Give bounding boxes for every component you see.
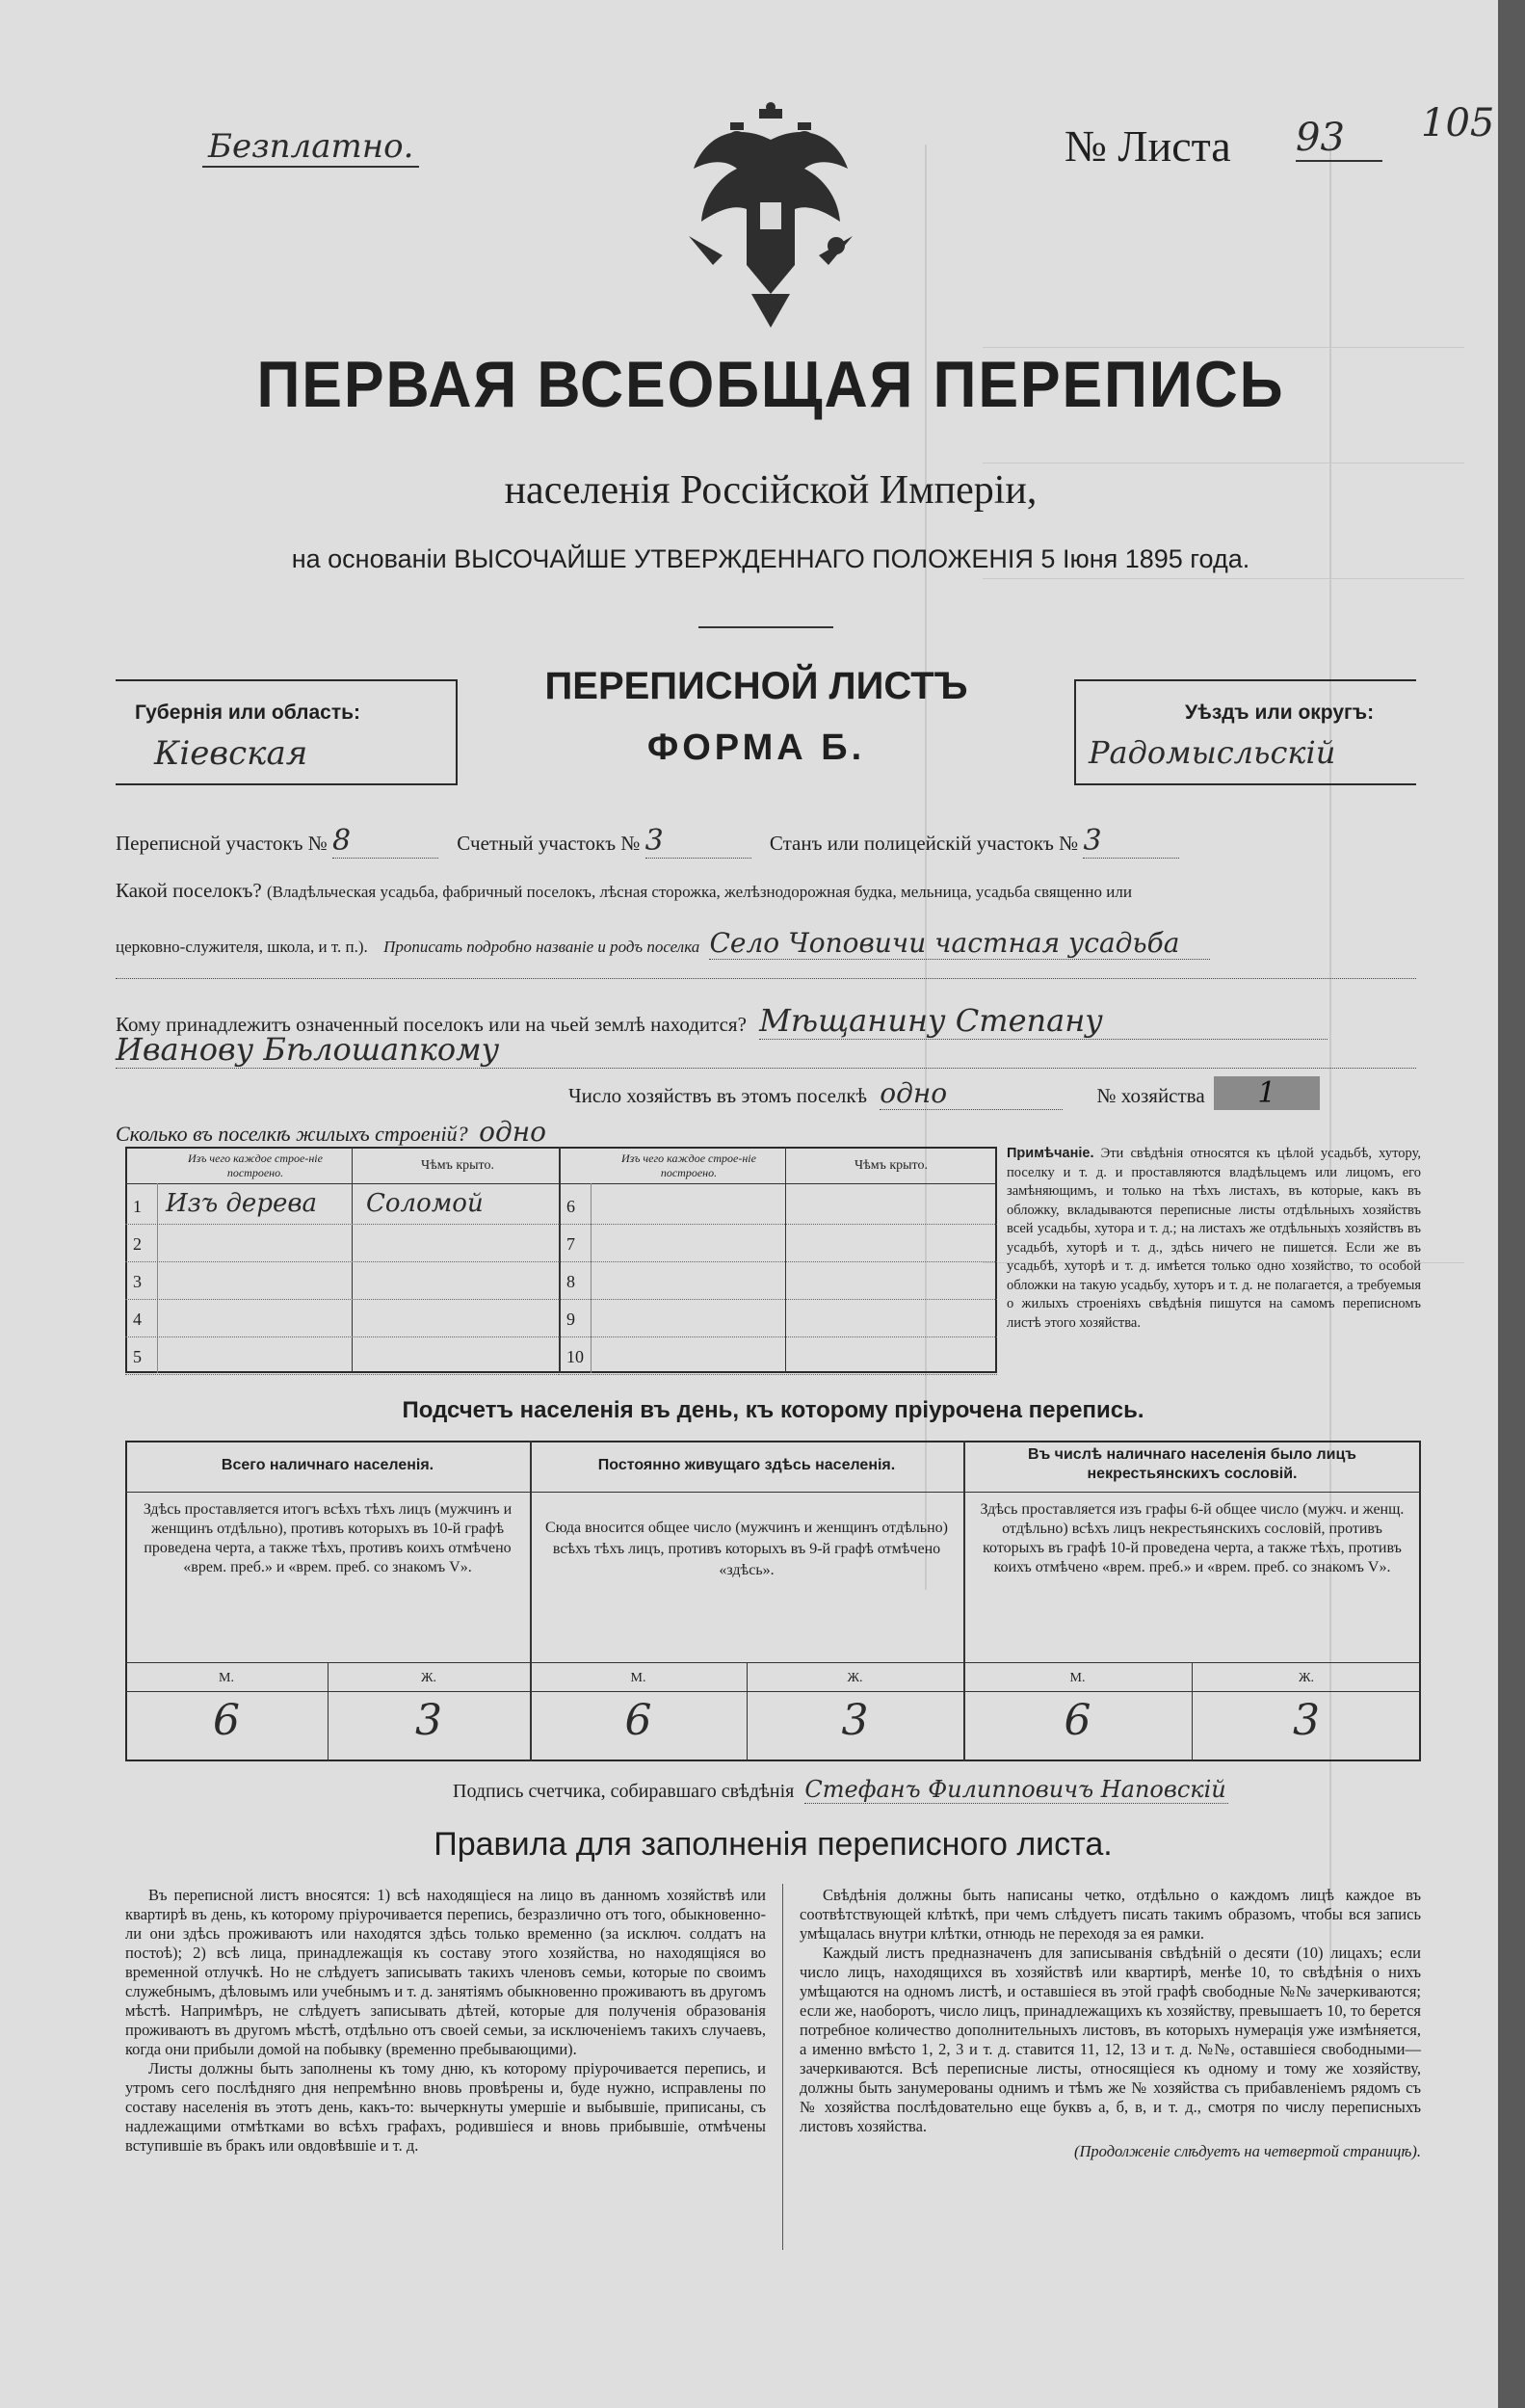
col-roof-header: Чѣмъ крыто. <box>421 1158 494 1173</box>
count-value: 3 <box>1293 1696 1320 1745</box>
table-row <box>559 1225 997 1262</box>
households-label: Число хозяйствъ въ этомъ поселкѣ <box>568 1084 867 1107</box>
row-number: 1 <box>133 1197 142 1216</box>
settlement-line <box>116 879 1416 903</box>
uezd-label: Уѣздъ или округъ: <box>1185 701 1375 724</box>
sheet-title: ПЕРЕПИСНОЙ ЛИСТЪ <box>544 665 968 707</box>
m-label: М. <box>1069 1671 1086 1685</box>
settlement-instruction: Прописать подробно названіе и родъ поселка <box>383 938 700 956</box>
table-row <box>125 1300 559 1337</box>
roof-cell: Соломой <box>366 1189 484 1218</box>
rules-divider <box>782 1884 783 2250</box>
bleed-line <box>983 578 1464 579</box>
gubernia-label: Губернія или область: <box>135 701 361 724</box>
uezd-value: Радомысльскій <box>1089 734 1336 771</box>
count-value: 6 <box>213 1696 240 1745</box>
table-divider <box>125 1662 1421 1663</box>
district-line <box>116 824 1416 859</box>
table-row <box>125 1225 559 1262</box>
rules-right <box>800 1886 1421 2161</box>
household-no-label: № хозяйства <box>1096 1084 1205 1107</box>
legal-basis: на основаніи ВЫСОЧАЙШЕ УТВЕРЖДЕННАГО ПОЛОЖЕНІЯ 5 Іюня 1895 года. <box>291 544 1250 573</box>
buildings-rows-left <box>125 1187 559 1375</box>
owner-value-2: Иванову Бѣлошапкому <box>116 1031 1416 1069</box>
count-value: 6 <box>1064 1696 1091 1745</box>
divider <box>698 626 833 628</box>
note-block <box>1007 1145 1421 1333</box>
buildings-line <box>116 1116 652 1149</box>
col-material-header: Изъ чего каждое строе-ніе построено. <box>188 1151 323 1179</box>
signature-label: Подпись счетчика, собиравшаго свѣдѣнія <box>453 1781 795 1802</box>
census-district-value: 8 <box>332 824 438 859</box>
m-label: М. <box>219 1671 234 1685</box>
settlement-dotted-line <box>116 978 1416 979</box>
rules-paragraph: Въ переписной листъ вносятся: 1) всѣ находящіеся на лицо въ данномъ хозяйствѣ или квартирѣ въ день, къ которому пріурочивается перепись, безразлично отъ того, обыкновенно-ли они здѣсь проживаютъ или находятся здѣсь только временно (за исключ. солдатъ на постоѣ); 2) всѣ лица, принадлежащія къ составу этого хозяйства, но находящіяся во временной отлучкѣ. Но не слѣдуетъ записывать такихъ членовъ семьи, которые по своимъ служебнымъ, дѣловымъ или учебнымъ и т. д. занятіямъ обыкновенно проживаютъ въ другомъ мѣстѣ. Напримѣръ, не слѣдуетъ записывать дѣтей, которые для полученія образованія проживаютъ въ другомъ мѣстѣ, отдѣльно отъ своей семьи, за исключеніемъ такихъ случаевъ, когда они прибыли домой на побывку (временно пребывающими). <box>125 1886 766 2058</box>
m-label: М. <box>630 1671 646 1685</box>
table-divider <box>125 1691 1421 1692</box>
settlement-line-2 <box>116 927 1416 960</box>
table-row <box>559 1337 997 1375</box>
sheet-number-label: № Листа <box>1065 121 1231 171</box>
continuation-note: (Продолженіе слѣдуетъ на четвертой страницѣ). <box>1074 2142 1421 2160</box>
form-name: ФОРМА Б. <box>646 728 866 768</box>
f-label: Ж. <box>847 1671 863 1685</box>
rules-title: Правила для заполненія переписного листа. <box>434 1826 1113 1863</box>
signature-line <box>453 1776 1228 1804</box>
signature-value: Стефанъ Филипповичъ Наповскій <box>804 1776 1228 1804</box>
count-title: Подсчетъ населенія въ день, къ которому пріурочена перепись. <box>402 1397 1144 1423</box>
page-title: ПЕРВАЯ ВСЕОБЩАЯ ПЕРЕПИСЬ <box>256 348 1285 421</box>
row-number: 9 <box>566 1310 575 1329</box>
table-divider <box>125 1183 997 1184</box>
buildings-rows-right <box>559 1187 997 1375</box>
table-row <box>125 1187 559 1225</box>
census-district-label: Переписной участокъ № <box>116 832 328 855</box>
count-district-value: 3 <box>645 824 751 859</box>
free-label: Безплатно. <box>202 127 419 168</box>
gubernia-value: Кіевская <box>154 734 308 773</box>
row-number: 5 <box>133 1347 142 1366</box>
table-divider <box>125 1492 1421 1493</box>
row-number: 4 <box>133 1310 142 1329</box>
table-row <box>125 1337 559 1375</box>
settlement-value: Село Чоповичи частная усадьба <box>709 927 1210 960</box>
note-text: Эти свѣдѣнія относятся къ цѣлой усадьбѣ, хутору, поселку и т. д. и проставляются владѣльцемъ или лицомъ, его замѣняющимъ, и только на тѣхъ листахъ, въ которые, какъ въ обложку, вкладываются переписные листы отдѣльныхъ хозяйствъ всей усадьбы, хутора и т. д.; на листахъ же отдѣльныхъ хозяйствъ въ усадьбѣ, хуторѣ и т. д., здѣсь ничего не пишется. Если же въ усадьбѣ, хуторѣ и т. д. имѣется только одно хозяйство, то особой обложки на такую усадьбу, хуторъ и т. д. не полагается, а требуемыя о жилыхъ строеніяхъ свѣдѣнія пишутся на самомъ переписномъ листѣ этого хозяйства. <box>1007 1146 1421 1331</box>
col-material-header-right: Изъ чего каждое строе-ніе построено. <box>621 1151 756 1179</box>
row-number: 6 <box>566 1197 575 1216</box>
table-row <box>125 1262 559 1300</box>
count-col3-text: Здѣсь проставляется изъ графы 6-й общее число (мужч. и женщ. отдѣльно) всѣхъ лицъ некрестьянскихъ сословій, противъ которыхъ въ графѣ 10-й проведена черта, а также тѣхъ, противъ коихъ отмѣчено «врем. преб.» и «врем. преб. со знакомъ V». <box>980 1501 1405 1575</box>
stan-label: Станъ или полицейскій участокъ № <box>769 832 1079 855</box>
count-col1-text: Здѣсь проставляется итогъ всѣхъ тѣхъ лицъ (мужчинъ и женщинъ отдѣльно), противъ которыхъ въ 10-й графѣ проведена черта, а также тѣхъ, противъ коихъ отмѣчено «врем. преб.» и «врем. преб. со знакомъ V». <box>143 1501 513 1575</box>
f-label: Ж. <box>420 1671 437 1685</box>
owner-value-1: Мѣщанину Степану <box>759 1002 1328 1040</box>
rules-paragraph: Свѣдѣнія должны быть написаны четко, отдѣльно о каждомъ лицѣ каждое въ соотвѣтствующей клѣткѣ, при чемъ слѣдуетъ писать такимъ образомъ, чтобы вся запись умѣщалась внутри клѣтки, отнюдь не переходя за ея рамки. <box>800 1886 1421 1943</box>
buildings-label: Сколько въ поселкѣ жилыхъ строеній? <box>116 1122 468 1146</box>
owner-label: Кому принадлежитъ означенный поселокъ или на чьей землѣ находится? <box>116 1013 747 1036</box>
row-number: 8 <box>566 1272 575 1291</box>
col-roof-header-right: Чѣмъ крыто. <box>855 1158 928 1173</box>
double-headed-eagle-emblem <box>665 101 877 342</box>
table-row <box>559 1262 997 1300</box>
note-label: Примѣчаніе. <box>1007 1146 1094 1161</box>
row-number: 2 <box>133 1234 142 1254</box>
stan-value: 3 <box>1083 824 1179 859</box>
count-value: 3 <box>415 1696 442 1745</box>
material-cell: Изъ дерева <box>166 1189 317 1218</box>
household-no-value: 1 <box>1214 1076 1320 1110</box>
table-row <box>559 1300 997 1337</box>
row-number: 3 <box>133 1272 142 1291</box>
count-value: 3 <box>841 1696 869 1745</box>
settlement-hint: (Владѣльческая усадьба, фабричный поселокъ, лѣсная сторожка, желѣзнодорожная будка, мельница, усадьба священно или <box>266 883 1132 901</box>
count-district-label: Счетный участокъ № <box>457 832 641 855</box>
sheet-number-value: 93 <box>1296 116 1382 162</box>
count-col2-text: Сюда вносится общее число (мужчинъ и женщинъ отдѣльно) всѣхъ тѣхъ лицъ, противъ которыхъ въ 9-й графѣ отмѣчено «здѣсь». <box>545 1520 948 1578</box>
table-row <box>559 1187 997 1225</box>
corner-archive-number: 105 <box>1421 101 1495 146</box>
households-line <box>116 1076 1416 1110</box>
rules-paragraph: Каждый листъ предназначенъ для записыванія свѣдѣній о десяти (10) лицахъ; если число лицъ, находящихся въ хозяйствѣ или квартирѣ, менѣе 10, то свѣдѣнія о нихъ умѣщаются на одномъ листѣ, и оставшіеся въ этой графѣ свободные №№ зачеркиваются; если же, наоборотъ, число лицъ, принадлежащихъ къ хозяйству, превышаетъ 10, то берется потребное количество дополнительныхъ листовъ, въ которыхъ нумерація уже измѣняется, а именно вмѣсто 1, 2, 3 и т. д. ставится 11, 12, 13 и т. д. №№, оставшіеся свободными—зачеркиваются. Всѣ переписные листы, относящіеся къ одному и тому же хозяйству, должны быть занумерованы однимъ и тѣмъ же № хозяйства съ прибавленіемъ рядомъ съ № хозяйства послѣдовательно еще буквъ а, б, в, и т. д., смотря по числу переписныхъ листовъ хозяйства. <box>800 1944 1421 2135</box>
count-col1-title: Всего наличнаго населенія. <box>221 1457 434 1473</box>
buildings-value: одно <box>479 1116 652 1149</box>
rules-left <box>125 1886 766 2156</box>
rules-paragraph: Листы должны быть заполнены къ тому дню, къ которому пріурочивается перепись, и утромъ сего послѣдняго дня непремѣнно вновь провѣрены и, буде нужно, исправлены по составу населенія въ этотъ день, какъ-то: вычеркнуты умершіе и выбывшіе, приписаны, съ надлежащими отмѣтками во всѣхъ графахъ, родившіеся и вновь прибывшіе, отмѣчены вступившіе въ бракъ или овдовѣвшіе и т. д. <box>125 2059 766 2155</box>
row-number: 7 <box>566 1234 575 1254</box>
settlement-hint-2: церковно-служителя, школа, и т. п.). <box>116 938 368 956</box>
count-value: 6 <box>624 1696 652 1745</box>
row-number: 10 <box>566 1347 584 1366</box>
count-col3-title: Въ числѣ наличнаго населенія было лицъ некрестьянскихъ сословій. <box>1028 1446 1356 1482</box>
settlement-label: Какой поселокъ? <box>116 879 262 902</box>
households-value: одно <box>880 1077 1063 1110</box>
page-subtitle: населенія Россійской Имперіи, <box>504 468 1038 513</box>
count-col2-title: Постоянно живущаго здѣсь населенія. <box>597 1457 896 1473</box>
f-label: Ж. <box>1298 1671 1315 1685</box>
